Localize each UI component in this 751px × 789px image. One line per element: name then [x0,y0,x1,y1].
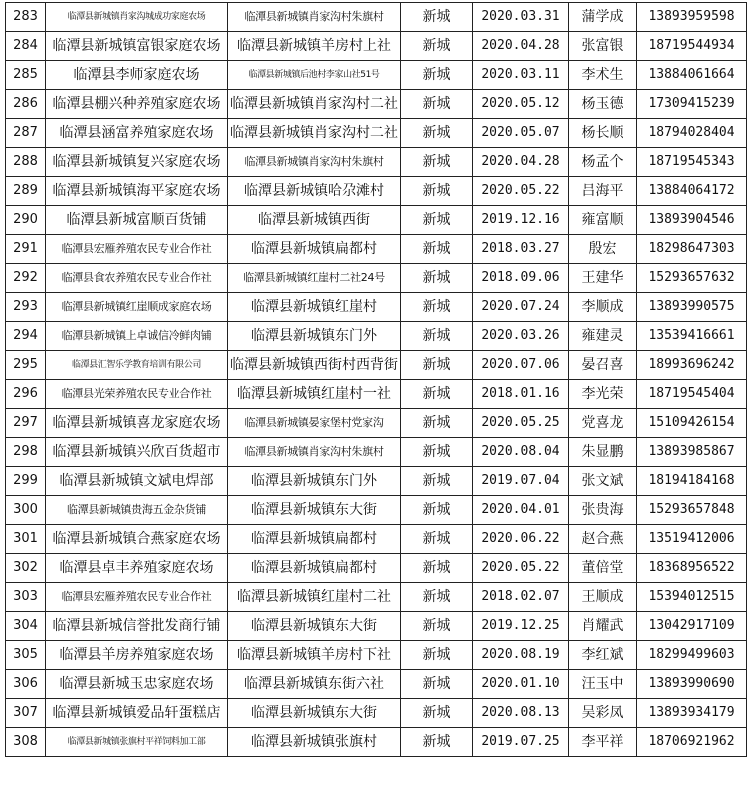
row-number-cell: 300 [6,496,46,525]
row-number-cell: 290 [6,206,46,235]
row-number-cell: 284 [6,32,46,61]
row-number-cell: 288 [6,148,46,177]
registration-date-cell: 2019.07.25 [473,728,569,757]
address-cell: 临潭县新城镇张旗村 [228,728,401,757]
address-cell: 临潭县新城镇肖家沟村二社 [228,90,401,119]
address-cell: 临潭县新城镇东大街 [228,612,401,641]
town-cell: 新城 [401,206,473,235]
phone-cell: 13042917109 [637,612,747,641]
row-number-cell: 302 [6,554,46,583]
table-row [6,293,747,322]
table-row [6,496,747,525]
table-body [6,3,747,757]
phone-cell: 15293657632 [637,264,747,293]
town-cell: 新城 [401,583,473,612]
address-cell: 临潭县新城镇西街 [228,206,401,235]
row-number-cell: 298 [6,438,46,467]
registration-date-cell: 2019.12.16 [473,206,569,235]
table-row [6,264,747,293]
town-cell: 新城 [401,525,473,554]
registration-date-cell: 2020.05.07 [473,119,569,148]
address-cell: 临潭县新城镇羊房村下社 [228,641,401,670]
contact-person-cell: 吕海平 [569,177,637,206]
contact-person-cell: 张文斌 [569,467,637,496]
business-name-cell: 临潭县新城富顺百货铺 [46,206,228,235]
table-row [6,583,747,612]
table-row [6,380,747,409]
town-cell: 新城 [401,148,473,177]
town-cell: 新城 [401,177,473,206]
business-name-cell: 临潭县李师家庭农场 [46,61,228,90]
business-name-cell: 临潭县棚兴种养殖家庭农场 [46,90,228,119]
row-number-cell: 286 [6,90,46,119]
town-cell: 新城 [401,32,473,61]
town-cell: 新城 [401,496,473,525]
registration-date-cell: 2020.03.26 [473,322,569,351]
town-cell: 新城 [401,351,473,380]
table-row [6,641,747,670]
business-name-cell: 临潭县新城镇复兴家庭农场 [46,148,228,177]
phone-cell: 13893985867 [637,438,747,467]
address-cell: 临潭县新城镇红崖村二社24号 [228,264,401,293]
town-cell: 新城 [401,409,473,438]
address-cell: 临潭县新城镇红崖村二社 [228,583,401,612]
contact-person-cell: 李平祥 [569,728,637,757]
phone-cell: 13893904546 [637,206,747,235]
contact-person-cell: 赵合燕 [569,525,637,554]
business-name-cell: 临潭县新城镇爱品轩蛋糕店 [46,699,228,728]
business-name-cell: 临潭县新城镇海平家庭农场 [46,177,228,206]
address-cell: 临潭县新城镇红崖村 [228,293,401,322]
phone-cell: 17309415239 [637,90,747,119]
registration-date-cell: 2020.03.11 [473,61,569,90]
business-name-cell: 临潭县食农养殖农民专业合作社 [46,264,228,293]
table-row [6,699,747,728]
address-cell: 临潭县新城镇东街六社 [228,670,401,699]
registration-date-cell: 2020.08.04 [473,438,569,467]
table-row [6,554,747,583]
contact-person-cell: 雍建灵 [569,322,637,351]
address-cell: 临潭县新城镇红崖村一社 [228,380,401,409]
business-name-cell: 临潭县汇智乐学教育培训有限公司 [46,351,228,380]
business-name-cell: 临潭县光荣养殖农民专业合作社 [46,380,228,409]
business-name-cell: 临潭县新城镇张旗村平祥饲料加工部 [46,728,228,757]
row-number-cell: 307 [6,699,46,728]
registration-date-cell: 2020.07.24 [473,293,569,322]
contact-person-cell: 李光荣 [569,380,637,409]
registration-date-cell: 2020.06.22 [473,525,569,554]
row-number-cell: 293 [6,293,46,322]
contact-person-cell: 吴彩凤 [569,699,637,728]
row-number-cell: 294 [6,322,46,351]
row-number-cell: 299 [6,467,46,496]
town-cell: 新城 [401,467,473,496]
address-cell: 临潭县新城镇晏家堡村党家沟 [228,409,401,438]
table-row [6,467,747,496]
town-cell: 新城 [401,90,473,119]
registration-date-cell: 2020.05.12 [473,90,569,119]
address-cell: 临潭县新城镇扁都村 [228,235,401,264]
row-number-cell: 305 [6,641,46,670]
business-name-cell: 临潭县卓丰养殖家庭农场 [46,554,228,583]
row-number-cell: 297 [6,409,46,438]
phone-cell: 18298647303 [637,235,747,264]
business-name-cell: 临潭县涵富养殖家庭农场 [46,119,228,148]
town-cell: 新城 [401,119,473,148]
contact-person-cell: 汪玉中 [569,670,637,699]
registration-date-cell: 2020.08.19 [473,641,569,670]
phone-cell: 18794028404 [637,119,747,148]
phone-cell: 18299499603 [637,641,747,670]
address-cell: 临潭县新城镇肖家沟村朱旗村 [228,148,401,177]
address-cell: 临潭县新城镇肖家沟村二社 [228,119,401,148]
town-cell: 新城 [401,3,473,32]
address-cell: 临潭县新城镇东门外 [228,322,401,351]
contact-person-cell: 蒲学成 [569,3,637,32]
town-cell: 新城 [401,61,473,90]
business-name-cell: 临潭县新城镇喜龙家庭农场 [46,409,228,438]
business-name-cell: 临潭县新城镇富银家庭农场 [46,32,228,61]
town-cell: 新城 [401,293,473,322]
phone-cell: 13893990575 [637,293,747,322]
phone-cell: 13893990690 [637,670,747,699]
address-cell: 临潭县新城镇扁都村 [228,525,401,554]
table-row [6,612,747,641]
table-row [6,670,747,699]
town-cell: 新城 [401,322,473,351]
phone-cell: 18194184168 [637,467,747,496]
phone-cell: 18719545343 [637,148,747,177]
address-cell: 临潭县新城镇东大街 [228,496,401,525]
table-row [6,3,747,32]
row-number-cell: 295 [6,351,46,380]
table-row [6,438,747,467]
row-number-cell: 285 [6,61,46,90]
registration-date-cell: 2018.01.16 [473,380,569,409]
address-cell: 临潭县新城镇东大街 [228,699,401,728]
phone-cell: 13893934179 [637,699,747,728]
phone-cell: 15394012515 [637,583,747,612]
business-name-cell: 临潭县新城镇贵海五金杂货铺 [46,496,228,525]
contact-person-cell: 李顺成 [569,293,637,322]
town-cell: 新城 [401,554,473,583]
row-number-cell: 287 [6,119,46,148]
contact-person-cell: 董倍堂 [569,554,637,583]
registration-date-cell: 2020.05.22 [473,177,569,206]
contact-person-cell: 殷宏 [569,235,637,264]
row-number-cell: 308 [6,728,46,757]
contact-person-cell: 杨玉德 [569,90,637,119]
registration-date-cell: 2020.05.22 [473,554,569,583]
registration-date-cell: 2018.03.27 [473,235,569,264]
phone-cell: 18719544934 [637,32,747,61]
table-row [6,90,747,119]
business-name-cell: 临潭县新城镇兴欣百货超市 [46,438,228,467]
business-name-cell: 临潭县羊房养殖家庭农场 [46,641,228,670]
business-name-cell: 临潭县新城镇肖家沟城成功家庭农场 [46,3,228,32]
registration-date-cell: 2020.05.25 [473,409,569,438]
row-number-cell: 292 [6,264,46,293]
phone-cell: 18993696242 [637,351,747,380]
contact-person-cell: 杨长顺 [569,119,637,148]
registration-date-cell: 2019.12.25 [473,612,569,641]
contact-person-cell: 晏召喜 [569,351,637,380]
table-row [6,61,747,90]
registration-date-cell: 2018.09.06 [473,264,569,293]
registration-date-cell: 2020.01.10 [473,670,569,699]
registration-date-cell: 2019.07.04 [473,467,569,496]
town-cell: 新城 [401,670,473,699]
table-row [6,206,747,235]
business-name-cell: 临潭县新城镇红崖顺成家庭农场 [46,293,228,322]
address-cell: 临潭县新城镇扁都村 [228,554,401,583]
address-cell: 临潭县新城镇肖家沟村朱旗村 [228,438,401,467]
table-row [6,409,747,438]
town-cell: 新城 [401,380,473,409]
town-cell: 新城 [401,264,473,293]
town-cell: 新城 [401,641,473,670]
address-cell: 临潭县新城镇后池村李家山社51号 [228,61,401,90]
contact-person-cell: 王建华 [569,264,637,293]
phone-cell: 13519412006 [637,525,747,554]
table-row [6,728,747,757]
registration-date-cell: 2020.04.28 [473,32,569,61]
business-name-cell: 临潭县新城镇文斌电焊部 [46,467,228,496]
town-cell: 新城 [401,235,473,264]
table-row [6,148,747,177]
phone-cell: 18368956522 [637,554,747,583]
contact-person-cell: 肖耀武 [569,612,637,641]
contact-person-cell: 王顺成 [569,583,637,612]
row-number-cell: 306 [6,670,46,699]
registration-date-cell: 2020.08.13 [473,699,569,728]
table-row [6,177,747,206]
row-number-cell: 303 [6,583,46,612]
registration-date-cell: 2020.04.28 [473,148,569,177]
phone-cell: 15293657848 [637,496,747,525]
contact-person-cell: 李红斌 [569,641,637,670]
table-row [6,525,747,554]
business-name-cell: 临潭县新城镇上卓诚信冷鲜肉铺 [46,322,228,351]
address-cell: 临潭县新城镇羊房村上社 [228,32,401,61]
registration-date-cell: 2020.07.06 [473,351,569,380]
row-number-cell: 296 [6,380,46,409]
table-row [6,119,747,148]
business-name-cell: 临潭县新城玉忠家庭农场 [46,670,228,699]
town-cell: 新城 [401,699,473,728]
table-row [6,351,747,380]
contact-person-cell: 李术生 [569,61,637,90]
business-name-cell: 临潭县宏雁养殖农民专业合作社 [46,235,228,264]
town-cell: 新城 [401,438,473,467]
contact-person-cell: 党喜龙 [569,409,637,438]
registration-date-cell: 2020.03.31 [473,3,569,32]
business-name-cell: 临潭县新城镇合燕家庭农场 [46,525,228,554]
row-number-cell: 283 [6,3,46,32]
phone-cell: 18719545404 [637,380,747,409]
contact-person-cell: 张富银 [569,32,637,61]
registration-date-cell: 2018.02.07 [473,583,569,612]
phone-cell: 13893959598 [637,3,747,32]
contact-person-cell: 雍富顺 [569,206,637,235]
phone-cell: 13539416661 [637,322,747,351]
phone-cell: 13884061664 [637,61,747,90]
table-row [6,32,747,61]
town-cell: 新城 [401,612,473,641]
contact-person-cell: 朱显鹏 [569,438,637,467]
registration-date-cell: 2020.04.01 [473,496,569,525]
row-number-cell: 304 [6,612,46,641]
row-number-cell: 291 [6,235,46,264]
phone-cell: 18706921962 [637,728,747,757]
contact-person-cell: 张贵海 [569,496,637,525]
table-row [6,235,747,264]
town-cell: 新城 [401,728,473,757]
phone-cell: 13884064172 [637,177,747,206]
address-cell: 临潭县新城镇东门外 [228,467,401,496]
registry-table [5,2,747,757]
address-cell: 临潭县新城镇西街村西背街 [228,351,401,380]
business-name-cell: 临潭县新城信誉批发商行铺 [46,612,228,641]
address-cell: 临潭县新城镇哈尕滩村 [228,177,401,206]
phone-cell: 15109426154 [637,409,747,438]
table-row [6,322,747,351]
contact-person-cell: 杨孟个 [569,148,637,177]
address-cell: 临潭县新城镇肖家沟村朱旗村 [228,3,401,32]
row-number-cell: 289 [6,177,46,206]
row-number-cell: 301 [6,525,46,554]
business-name-cell: 临潭县宏雁养殖农民专业合作社 [46,583,228,612]
